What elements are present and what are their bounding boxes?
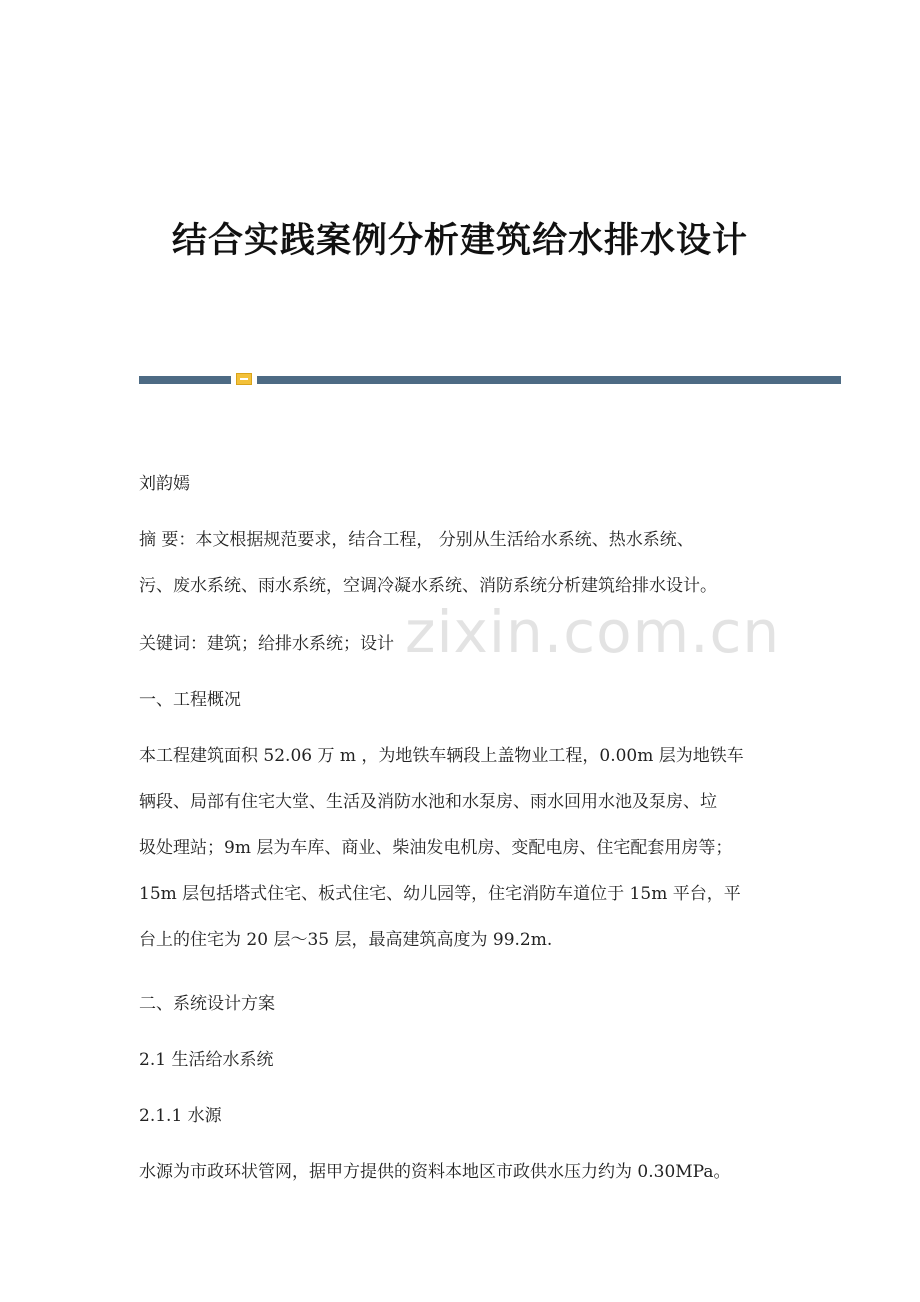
paragraph-water-source: 水源为市政环状管网，据甲方提供的资料本地区市政供水压力约为 0.30MPa。 [139,1162,731,1182]
paragraph-line-1: 本工程建筑面积 52.06 万 m ，为地铁车辆段上盖物业工程，0.00m 层为地铁车 [139,746,744,766]
section-heading-2: 二、系统设计方案 [139,994,275,1014]
paragraph-line-3: 圾处理站；9m 层为车库、商业、柴油发电机房、变配电房、住宅配套用房等； [139,838,733,858]
paragraph-line-4: 15m 层包括塔式住宅、板式住宅、幼儿园等，住宅消防车道位于 15m 平台，平 [139,884,741,904]
subsection-heading: 2.1 生活给水系统 [139,1050,274,1070]
divider-bar-left [139,376,231,384]
keywords: 关键词：建筑；给排水系统；设计 [139,634,394,654]
abstract-line-1: 摘 要：本文根据规范要求，结合工程， 分别从生活给水系统、热水系统、 [139,530,694,550]
document-title: 结合实践案例分析建筑给水排水设计 [171,220,748,261]
paragraph-line-5: 台上的住宅为 20 层～35 层，最高建筑高度为 99.2m. [139,930,553,950]
section-heading-1: 一、工程概况 [139,690,241,710]
divider-bar-right [257,376,841,384]
author: 刘韵嫣 [139,474,190,494]
divider-marker-icon [236,373,252,385]
abstract-line-2: 污、废水系统、雨水系统，空调冷凝水系统、消防系统分析建筑给排水设计。 [139,576,717,596]
paragraph-line-2: 辆段、局部有住宅大堂、生活及消防水池和水泵房、雨水回用水池及泵房、垃 [139,792,717,812]
watermark: zixin.com.cn [405,598,781,666]
subsubsection-heading: 2.1.1 水源 [139,1106,222,1126]
title-divider [139,372,841,386]
